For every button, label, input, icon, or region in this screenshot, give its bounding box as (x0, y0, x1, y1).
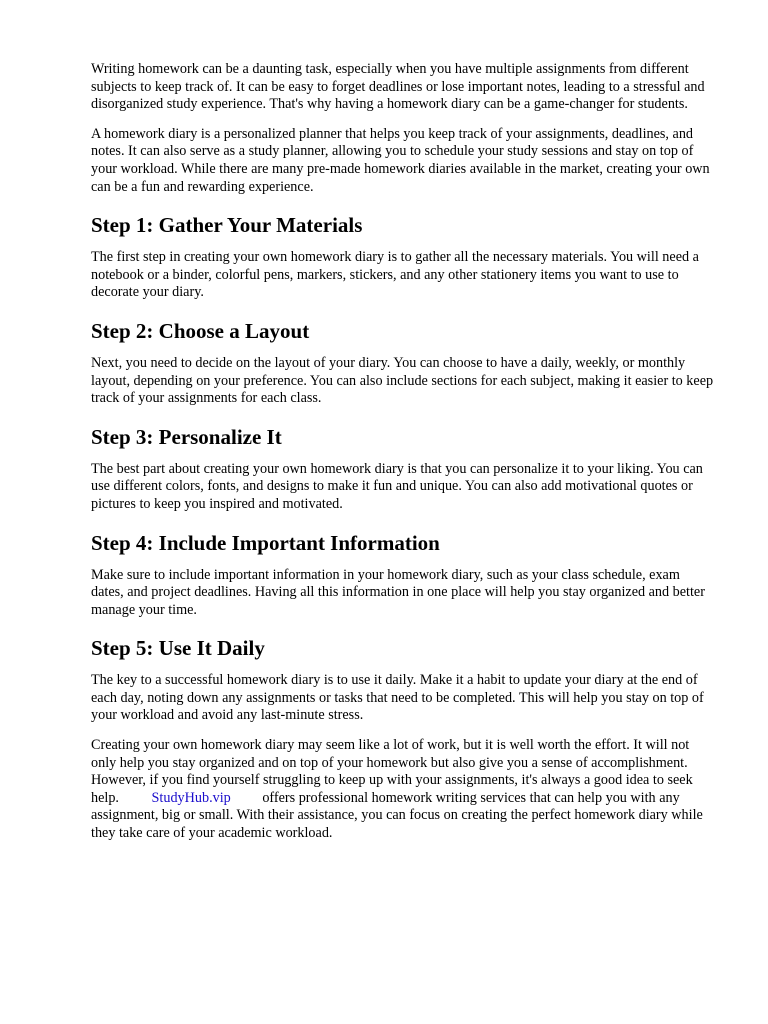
intro-paragraph-1: Writing homework can be a daunting task, especially when you have multiple assignments from different subjects to keep track of. It can be easy to forget deadlines or lose important notes, leading to a stressful and disorganized study experience. That's why having a homework diary can be a game-changer for students. (91, 61, 705, 113)
closing-paragraph (91, 737, 716, 843)
step-5-section (91, 635, 716, 725)
step-2-heading: Step 2: Choose a Layout (91, 318, 310, 343)
step-3-heading: Step 3: Personalize It (91, 424, 282, 449)
step-2-section (91, 318, 716, 408)
studyhub-link[interactable]: StudyHub.vip (151, 789, 231, 806)
step-1-body: The first step in creating your own homework diary is to gather all the necessary materials. You will need a notebook or a binder, colorful pens, markers, stickers, and any other stationery items you want to use to decorate your diary. (91, 249, 699, 301)
step-3-section (91, 424, 716, 514)
closing-text-before-link: Creating your own homework diary may seem like a lot of work, but it is well worth the effort. It will not only help you stay organized and on top of your homework but also give you a sense of accomplishment. However, if you find yourself struggling to keep up with your assignments, it's always a good idea to seek help. (91, 737, 693, 806)
step-4-heading: Step 4: Include Important Information (91, 530, 440, 555)
closing-text-after-link: offers professional homework writing services that can help you with any assignment, big or small. With their assistance, you can focus on creating the perfect homework diary while they take care of your academic workload. (91, 789, 703, 842)
step-5-body: The key to a successful homework diary is to use it daily. Make it a habit to update your diary at the end of each day, noting down any assignments or tasks that need to be completed. This will help you stay on top of your workload and avoid any last-minute stress. (91, 672, 704, 724)
step-3-body: The best part about creating your own homework diary is that you can personalize it to your liking. You can use different colors, fonts, and designs to make it fun and unique. You can also add motivational quotes or pictures to keep you inspired and motivated. (91, 460, 703, 512)
step-4-section (91, 530, 716, 620)
step-5-heading: Step 5: Use It Daily (91, 636, 265, 661)
step-2-body: Next, you need to decide on the layout of your diary. You can choose to have a daily, weekly, or monthly layout, depending on your preference. You can also include sections for each subject, making it easier to keep track of your assignments for each class. (91, 354, 714, 407)
step-1-heading: Step 1: Gather Your Materials (91, 213, 363, 238)
intro-paragraph-2: A homework diary is a personalized planner that helps you keep track of your assignments, deadlines, and notes. It can also serve as a study planner, allowing you to schedule your study sessions and stay on top of your workload. While there are many pre-made homework diaries available in the market, creating your own can be a fun and rewarding experience. (91, 125, 710, 195)
step-1-section (91, 212, 716, 302)
step-4-body: Make sure to include important information in your homework diary, such as your class schedule, exam dates, and project deadlines. Having all this information in one place will help you stay organized and better manage your time. (91, 566, 705, 618)
